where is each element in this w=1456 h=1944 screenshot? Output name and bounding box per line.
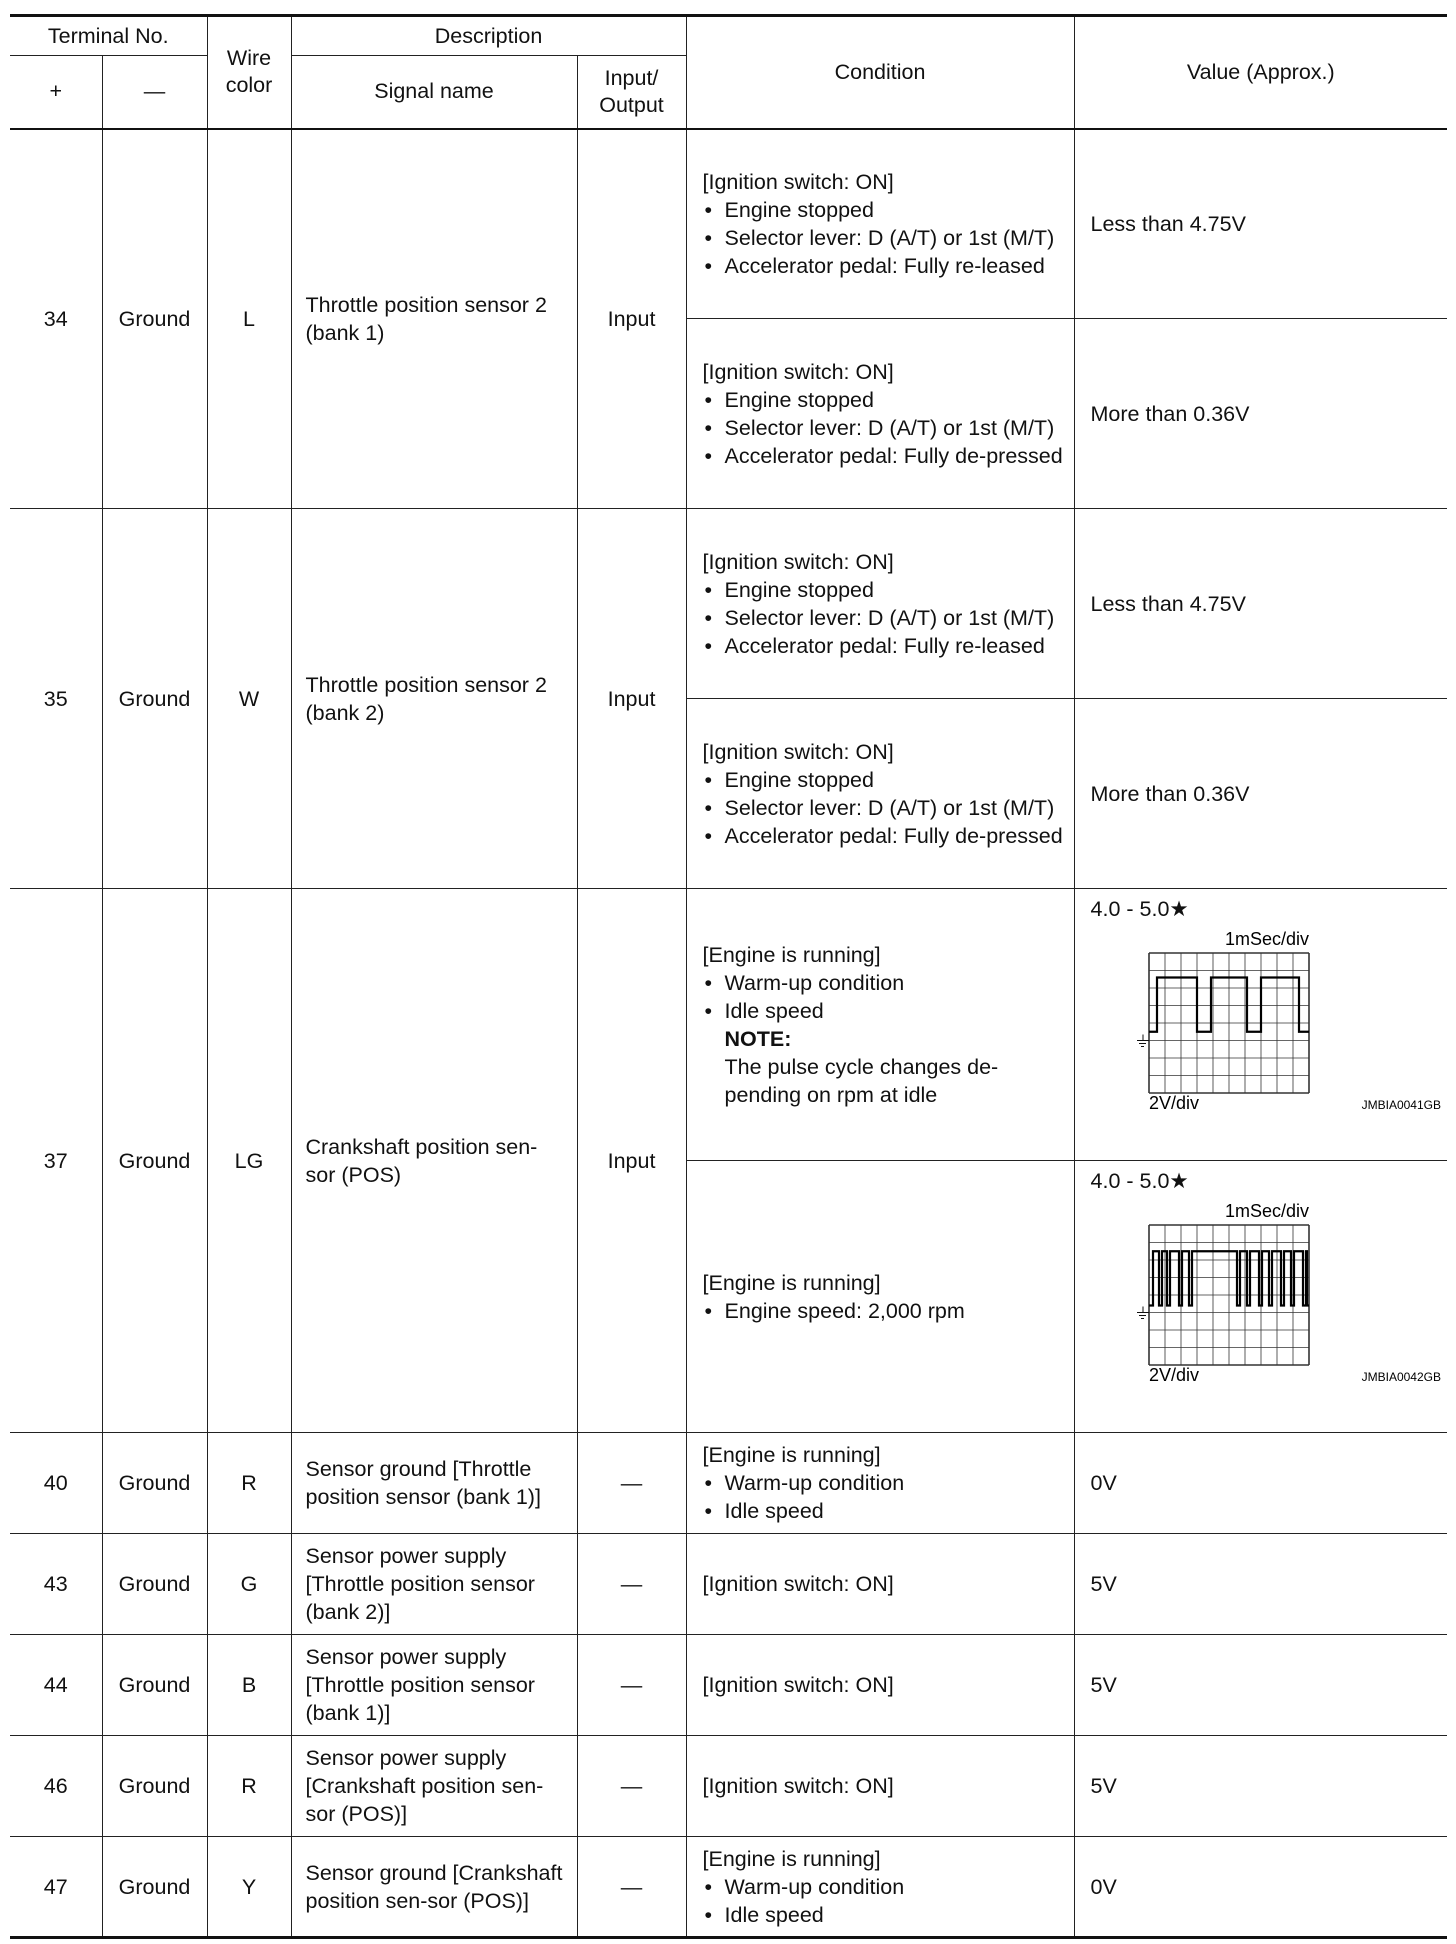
- signal-name: Sensor power supply [Throttle position sensor (bank 1)]: [291, 1635, 577, 1736]
- signal-name: Throttle position sensor 2 (bank 1): [291, 129, 577, 509]
- note-text: The pulse cycle changes de-pending on rpm at idle: [724, 1054, 999, 1107]
- condition-cell: [686, 1534, 1074, 1635]
- signal-name: Sensor ground [Crankshaft position sen-sor (POS)]: [291, 1837, 577, 1938]
- table-row: [10, 1736, 1447, 1837]
- terminal-number: 35: [10, 509, 102, 889]
- condition-heading: [Ignition switch: ON]: [702, 739, 894, 764]
- wire-color: W: [207, 509, 291, 889]
- figure-code: JMBIA0042GB: [1361, 1370, 1441, 1384]
- terminal-number: 47: [10, 1837, 102, 1938]
- time-div-label: 1mSec/div: [1224, 1201, 1309, 1221]
- table-row: [10, 1635, 1447, 1736]
- time-div-label: 1mSec/div: [1224, 929, 1309, 949]
- value-cell: 5V: [1074, 1635, 1447, 1736]
- terminal-number: 43: [10, 1534, 102, 1635]
- condition-heading: [Engine is running]: [702, 1443, 881, 1467]
- value-range: 4.0 - 5.0★: [1090, 897, 1189, 921]
- terminal-number: 40: [10, 1433, 102, 1534]
- terminal-minus: Ground: [102, 1635, 207, 1736]
- condition-list: [703, 1297, 1068, 1325]
- terminal-table-page: [10, 14, 1447, 1939]
- wire-color: R: [207, 1433, 291, 1534]
- wire-color: L: [207, 129, 291, 509]
- condition-list: [703, 386, 1068, 470]
- condition-item: • Accelerator pedal: Fully re-leased: [703, 632, 1068, 660]
- condition-item: • Warm-up condition: [703, 969, 1068, 997]
- input-output: —: [577, 1736, 686, 1837]
- terminal-minus: Ground: [102, 889, 207, 1433]
- condition-list: [703, 969, 1068, 1025]
- terminal-minus: Ground: [102, 129, 207, 509]
- input-output: Input: [577, 509, 686, 889]
- header-condition: Condition: [686, 16, 1074, 129]
- value-range: 4.0 - 5.0★: [1090, 1169, 1189, 1193]
- table-row: [10, 1837, 1447, 1938]
- value-cell: [1074, 1161, 1447, 1433]
- condition-item: • Engine stopped: [703, 766, 1068, 794]
- header-value: Value (Approx.): [1074, 16, 1447, 129]
- condition-cell: [686, 1635, 1074, 1736]
- condition-heading: [Engine is running]: [702, 1846, 881, 1871]
- condition-list: [703, 576, 1068, 660]
- terminal-number: 37: [10, 889, 102, 1433]
- condition-cell: [686, 319, 1074, 509]
- terminal-minus: Ground: [102, 1534, 207, 1635]
- header-description: Description: [291, 16, 686, 56]
- condition-item: • Engine stopped: [703, 386, 1068, 414]
- condition-heading: [Ignition switch: ON]: [702, 1774, 894, 1798]
- terminal-minus: Ground: [102, 1736, 207, 1837]
- oscilloscope-waveform: [1091, 1195, 1441, 1385]
- condition-heading: [Ignition switch: ON]: [702, 359, 894, 384]
- input-output: —: [577, 1837, 686, 1938]
- input-output: —: [577, 1433, 686, 1534]
- condition-item: • Accelerator pedal: Fully de-pressed: [703, 822, 1068, 850]
- condition-cell: [686, 509, 1074, 699]
- condition-item: • Selector lever: D (A/T) or 1st (M/T): [703, 794, 1068, 822]
- terminal-minus: Ground: [102, 1837, 207, 1938]
- input-output: —: [577, 1534, 686, 1635]
- condition-heading: [Ignition switch: ON]: [702, 549, 894, 574]
- note-label: NOTE:: [724, 1026, 792, 1051]
- condition-cell: [686, 699, 1074, 889]
- condition-list: [703, 766, 1068, 850]
- wire-color: B: [207, 1635, 291, 1736]
- header-minus: —: [102, 56, 207, 129]
- ecm-terminal-table: [10, 14, 1447, 1939]
- condition-cell: [686, 1433, 1074, 1534]
- condition-heading: [Ignition switch: ON]: [702, 1673, 894, 1697]
- signal-name: Sensor power supply [Throttle position sensor (bank 2)]: [291, 1534, 577, 1635]
- condition-item: • Idle speed: [703, 997, 1068, 1025]
- table-row: [10, 1433, 1447, 1534]
- value-cell: More than 0.36V: [1074, 699, 1447, 889]
- condition-list: [703, 1469, 1068, 1525]
- figure-code: JMBIA0041GB: [1361, 1098, 1441, 1112]
- wire-color: G: [207, 1534, 291, 1635]
- value-cell: 5V: [1074, 1736, 1447, 1837]
- input-output: Input: [577, 889, 686, 1433]
- condition-cell: [686, 129, 1074, 319]
- condition-item: • Warm-up condition: [703, 1469, 1068, 1497]
- header-terminal-no: Terminal No.: [10, 16, 207, 56]
- condition-item: • Engine stopped: [703, 196, 1068, 224]
- value-cell: 0V: [1074, 1433, 1447, 1534]
- volt-div-label: 2V/div: [1148, 1365, 1199, 1385]
- value-cell: 5V: [1074, 1534, 1447, 1635]
- terminal-number: 46: [10, 1736, 102, 1837]
- condition-item: • Engine speed: 2,000 rpm: [703, 1297, 1068, 1325]
- condition-item: • Accelerator pedal: Fully de-pressed: [703, 442, 1068, 470]
- table-row: [10, 129, 1447, 319]
- input-output: —: [577, 1635, 686, 1736]
- condition-item: • Engine stopped: [703, 576, 1068, 604]
- signal-name: Crankshaft position sen-sor (POS): [291, 889, 577, 1433]
- condition-cell: [686, 1837, 1074, 1938]
- condition-cell: [686, 1161, 1074, 1433]
- condition-list: [703, 196, 1068, 280]
- oscilloscope-waveform: [1091, 923, 1441, 1113]
- header-signal-name: Signal name: [291, 56, 577, 129]
- table-body: [10, 129, 1447, 1938]
- wire-color: R: [207, 1736, 291, 1837]
- header-input-output: Input/ Output: [577, 56, 686, 129]
- signal-name: Sensor power supply [Crankshaft position sen-sor (POS)]: [291, 1736, 577, 1837]
- condition-item: • Idle speed: [703, 1901, 1068, 1929]
- condition-heading: [Engine is running]: [702, 942, 881, 967]
- condition-heading: [Engine is running]: [702, 1270, 881, 1295]
- value-cell: Less than 4.75V: [1074, 509, 1447, 699]
- condition-heading: [Ignition switch: ON]: [702, 169, 894, 194]
- condition-item: • Selector lever: D (A/T) or 1st (M/T): [703, 224, 1068, 252]
- terminal-minus: Ground: [102, 509, 207, 889]
- value-cell: Less than 4.75V: [1074, 129, 1447, 319]
- condition-list: [703, 1873, 1068, 1929]
- table-row: [10, 1534, 1447, 1635]
- condition-item: • Selector lever: D (A/T) or 1st (M/T): [703, 414, 1068, 442]
- wire-color: Y: [207, 1837, 291, 1938]
- header-plus: +: [10, 56, 102, 129]
- signal-name: Sensor ground [Throttle position sensor (bank 1)]: [291, 1433, 577, 1534]
- condition-item: • Warm-up condition: [703, 1873, 1068, 1901]
- signal-name: Throttle position sensor 2 (bank 2): [291, 509, 577, 889]
- table-row: [10, 509, 1447, 699]
- value-cell: 0V: [1074, 1837, 1447, 1938]
- condition-cell: [686, 889, 1074, 1161]
- condition-heading: [Ignition switch: ON]: [702, 1572, 894, 1596]
- condition-cell: [686, 1736, 1074, 1837]
- input-output: Input: [577, 129, 686, 509]
- terminal-minus: Ground: [102, 1433, 207, 1534]
- condition-item: • Accelerator pedal: Fully re-leased: [703, 252, 1068, 280]
- volt-div-label: 2V/div: [1148, 1093, 1199, 1113]
- header-wire-color: Wire color: [207, 16, 291, 129]
- condition-item: • Selector lever: D (A/T) or 1st (M/T): [703, 604, 1068, 632]
- terminal-number: 44: [10, 1635, 102, 1736]
- table-row: [10, 889, 1447, 1161]
- value-cell: [1074, 889, 1447, 1161]
- wire-color: LG: [207, 889, 291, 1433]
- value-cell: More than 0.36V: [1074, 319, 1447, 509]
- condition-item: • Idle speed: [703, 1497, 1068, 1525]
- terminal-number: 34: [10, 129, 102, 509]
